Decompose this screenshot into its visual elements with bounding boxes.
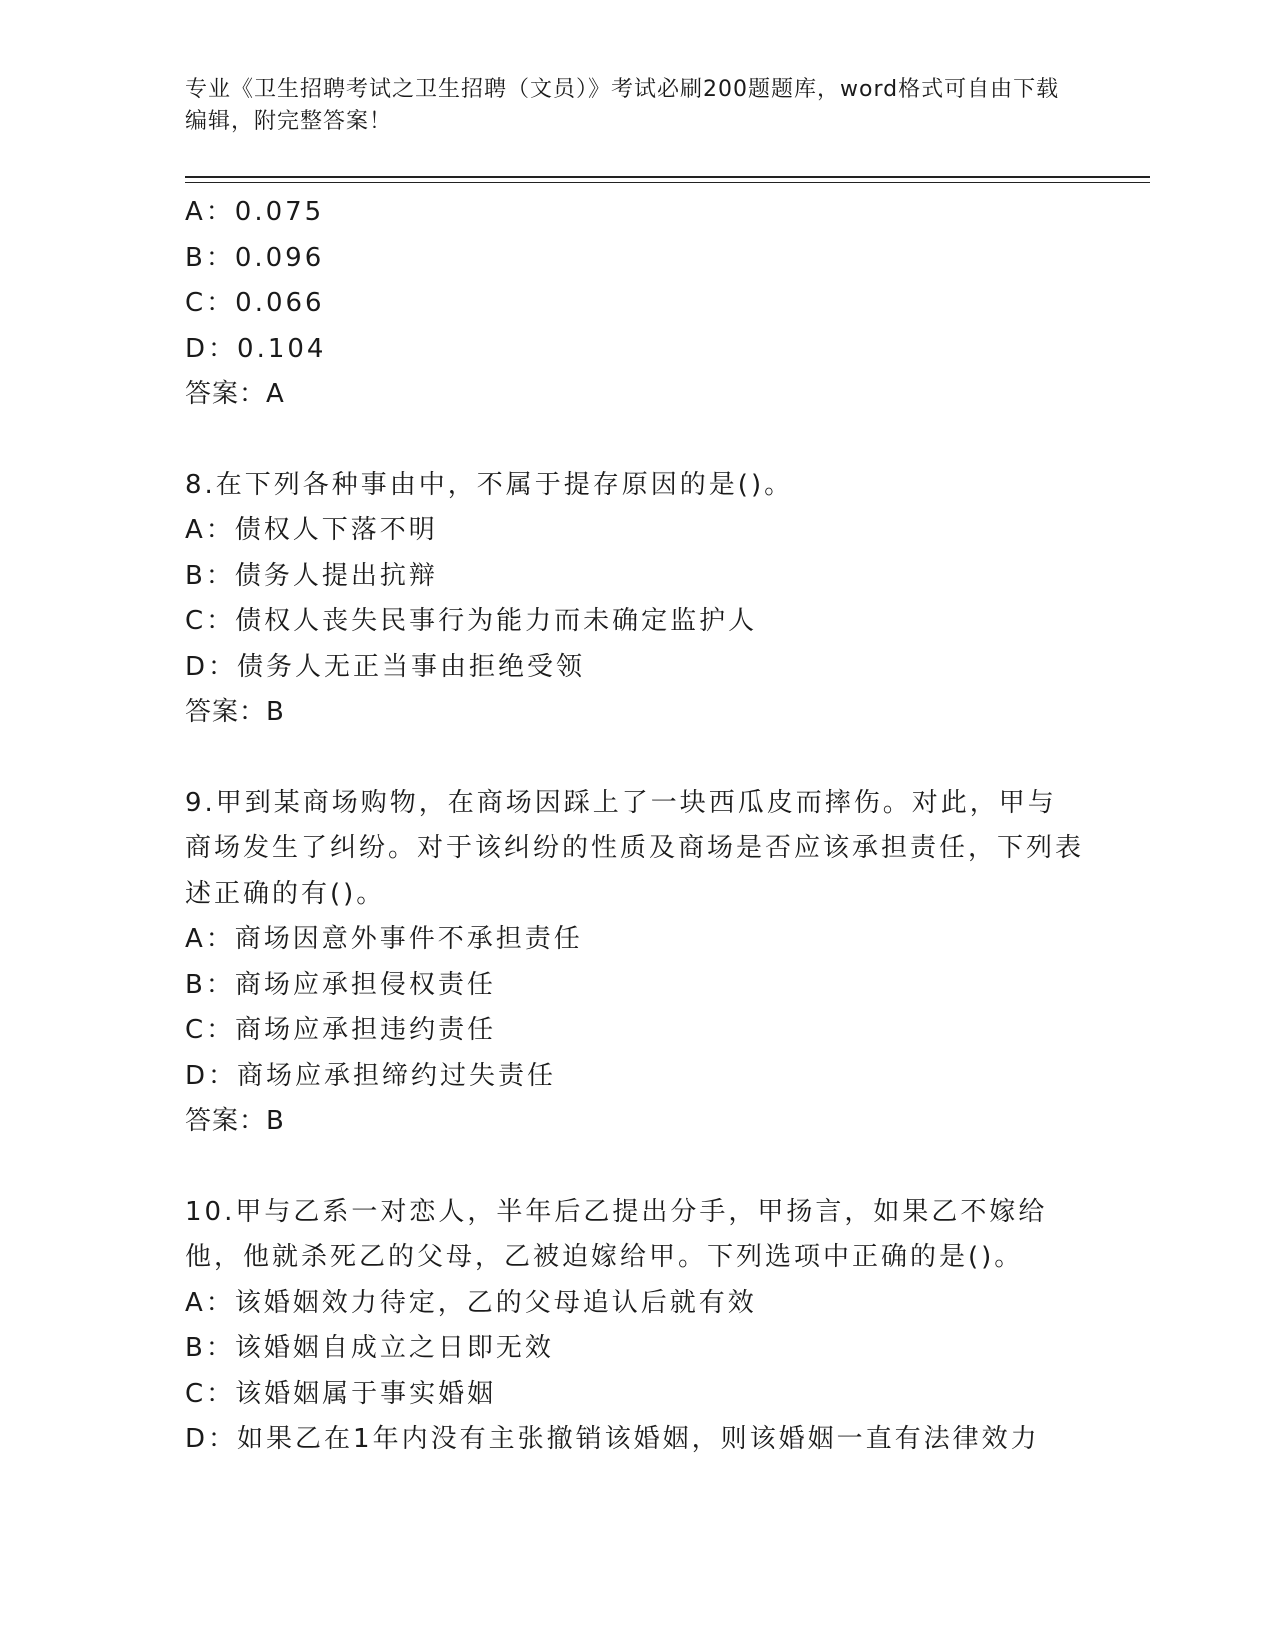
option-d: D：0.104 xyxy=(185,333,327,364)
option-b: B：该婚姻自成立之日即无效 xyxy=(185,1333,554,1363)
answer-label: 答案：B xyxy=(185,1106,285,1136)
question-text: 8.在下列各种事由中，不属于提存原因的是()。 xyxy=(185,469,794,500)
question-text: 9.甲到某商场购物，在商场因踩上了一块西瓜皮而摔伤。对此，甲与商场发生了纠纷。对于该纠纷的性质及商场是否应该承担责任，下列表述正确的有()。 xyxy=(185,787,1085,909)
option-b: B：0.096 xyxy=(185,242,325,273)
option-c: C：0.066 xyxy=(185,288,325,318)
option-d: D：债务人无正当事由拒绝受领 xyxy=(185,651,586,682)
option-c: C：债权人丧失民事行为能力而未确定监护人 xyxy=(185,606,758,636)
option-d: D：商场应承担缔约过失责任 xyxy=(185,1060,557,1091)
spacer xyxy=(185,736,1085,781)
spacer xyxy=(185,1145,1085,1190)
spacer xyxy=(185,418,1085,463)
question-list xyxy=(185,190,1085,1463)
question-block-8 xyxy=(185,463,1085,736)
option-c: C：商场应承担违约责任 xyxy=(185,1015,497,1045)
question-block-10 xyxy=(185,1190,1085,1463)
option-c: C：该婚姻属于事实婚姻 xyxy=(185,1378,497,1409)
option-d: D：如果乙在1年内没有主张撤销该婚姻，则该婚姻一直有法律效力 xyxy=(185,1424,1040,1454)
question-block-7 xyxy=(185,190,1085,418)
option-a: A：0.075 xyxy=(185,197,325,227)
option-a: A：债权人下落不明 xyxy=(185,515,438,545)
option-b: B：商场应承担侵权责任 xyxy=(185,969,496,1000)
question-text: 10.甲与乙系一对恋人，半年后乙提出分手，甲扬言，如果乙不嫁给他，他就杀死乙的父母，乙被迫嫁给甲。下列选项中正确的是()。 xyxy=(185,1196,1048,1272)
option-a: A：商场因意外事件不承担责任 xyxy=(185,924,583,954)
header-rule-thick xyxy=(185,176,1150,178)
answer-label: 答案：B xyxy=(185,697,285,727)
option-b: B：债务人提出抗辩 xyxy=(185,560,438,591)
option-a: A：该婚姻效力待定，乙的父母追认后就有效 xyxy=(185,1287,757,1318)
question-block-9 xyxy=(185,781,1085,1145)
answer-label: 答案：A xyxy=(185,379,285,409)
header-rule-thin xyxy=(185,182,1150,183)
document-header: 专业《卫生招聘考试之卫生招聘（文员）》考试必刷200题题库，word格式可自由下载编辑，附完整答案！ xyxy=(185,77,1060,134)
